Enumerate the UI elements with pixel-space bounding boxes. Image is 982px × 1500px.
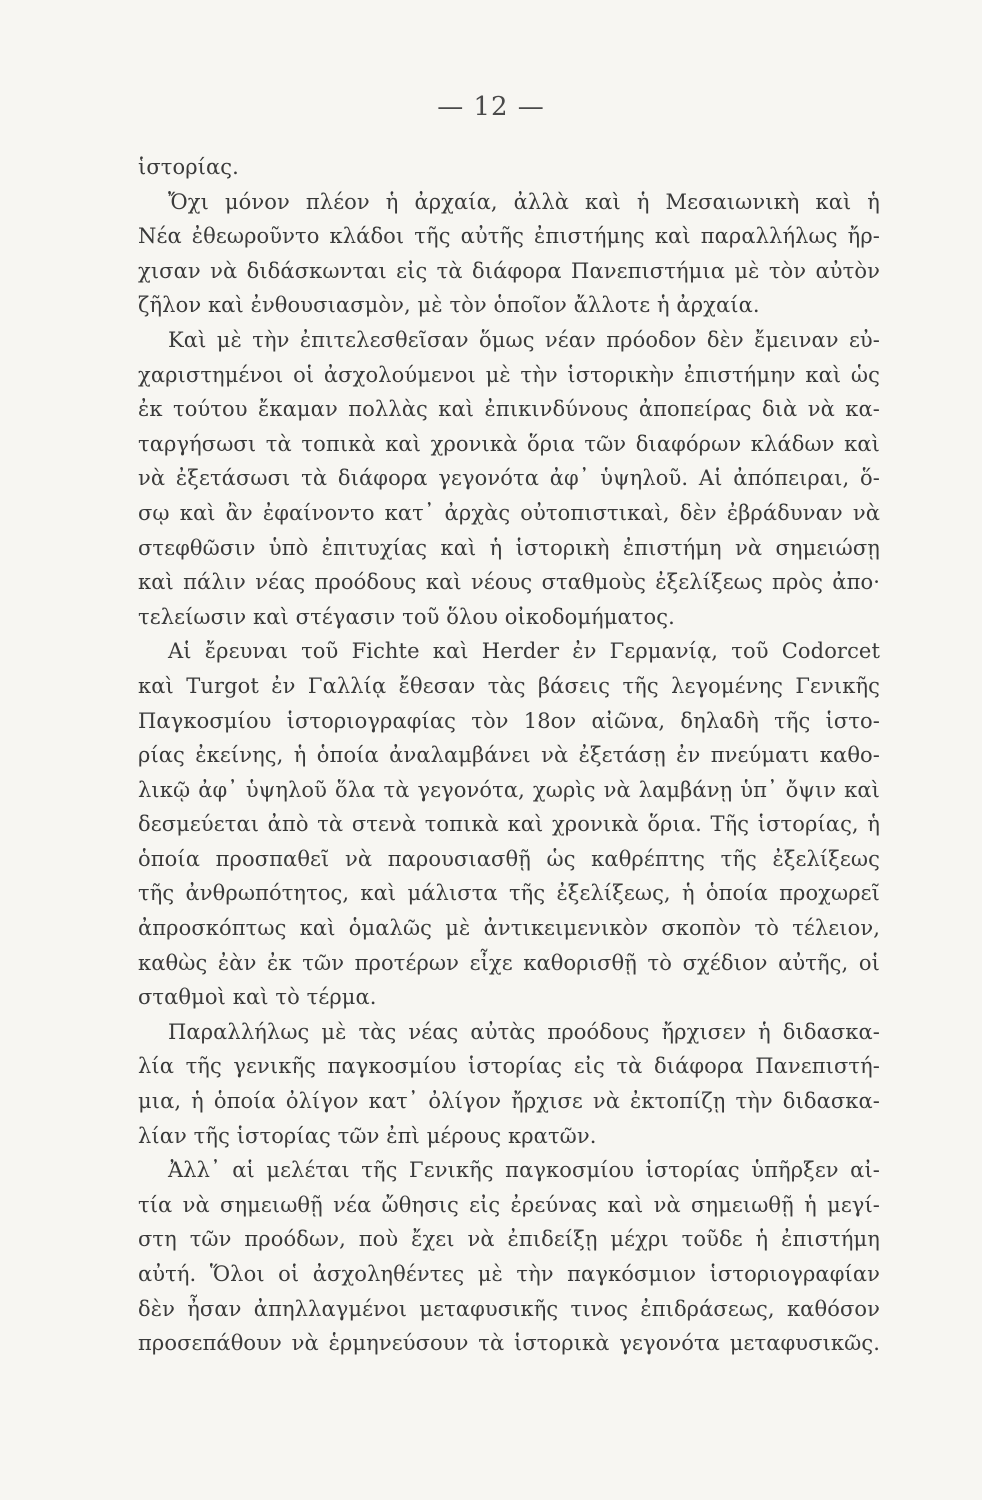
text-line: καθὼς ἐὰν ἐκ τῶν προτέρων εἶχε καθορισθῇ τὸ σχέδιον αὐτῆς, οἱ — [138, 950, 880, 975]
text-line: ἱστορίας. — [138, 155, 239, 179]
text-line: προσεπάθουν νὰ ἑρμηνεύσουν τὰ ἱστορικὰ γεγονότα μεταφυσικῶς. — [138, 1331, 880, 1356]
text-line: καὶ πάλιν νέας προόδους καὶ νέους σταθμοὺς ἐξελίξεως πρὸς ἀπο· — [138, 570, 880, 595]
text-line: ἐκ τούτου ἔκαμαν πολλὰς καὶ ἐπικινδύνους ἀποπείρας διὰ νὰ κα- — [138, 397, 880, 422]
text-line: ζῆλον καὶ ἐνθουσιασμὸν, μὲ τὸν ὁποῖον ἄλλοτε ἡ ἀρχαία. — [138, 293, 760, 318]
text-line: ὁποία προσπαθεῖ νὰ παρουσιασθῇ ὡς καθρέπτης τῆς ἐξελίξεως — [138, 846, 880, 871]
body-text — [138, 150, 880, 1361]
page-number: — 12 — — [437, 92, 545, 122]
text-line: δεσμεύεται ἀπὸ τὰ στενὰ τοπικὰ καὶ χρονικὰ ὅρια. Τῆς ἱστορίας, ἡ — [138, 812, 880, 837]
text-line: Καὶ μὲ τὴν ἐπιτελεσθεῖσαν ὅμως νέαν πρόοδον δὲν ἔμειναν εὐ- — [168, 327, 880, 352]
text-line: Ὄχι μόνον πλέον ἡ ἀρχαία, ἀλλὰ καὶ ἡ Μεσαιωνικὴ καὶ ἡ — [168, 189, 880, 214]
text-line: δὲν ἦσαν ἀπηλλαγμένοι μεταφυσικῆς τινος ἐπιδράσεως, καθόσον — [138, 1296, 880, 1321]
text-line: λία τῆς γενικῆς παγκοσμίου ἱστορίας εἰς τὰ διάφορα Πανεπιστή- — [138, 1054, 880, 1079]
text-line: Παγκοσμίου ἱστοριογραφίας τὸν 18ον αἰῶνα, δηλαδὴ τῆς ἱστο- — [138, 708, 880, 733]
text-line: Ἀλλ᾽ αἱ μελέται τῆς Γενικῆς παγκοσμίου ἱστορίας ὑπῆρξεν αἰ- — [168, 1158, 880, 1183]
text-line: Νέα ἐθεωροῦντο κλάδοι τῆς αὐτῆς ἐπιστήμης καὶ παραλλήλως ἤρ- — [138, 224, 880, 249]
text-line: σῳ καὶ ἂν ἐφαίνοντο κατ᾽ ἀρχὰς οὐτοπιστικαὶ, δὲν ἐβράδυναν νὰ — [138, 500, 880, 525]
text-line: νὰ ἐξετάσωσι τὰ διάφορα γεγονότα ἀφ᾽ ὑψηλοῦ. Αἱ ἀπόπειραι, ὅ- — [138, 466, 880, 491]
text-line: λίαν τῆς ἱστορίας τῶν ἐπὶ μέρους κρατῶν. — [138, 1123, 597, 1148]
text-line: ἀπροσκόπτως καὶ ὁμαλῶς μὲ ἀντικειμενικὸν σκοπὸν τὸ τέλειον, — [138, 916, 880, 941]
text-line: ρίας ἐκείνης, ἡ ὁποία ἀναλαμβάνει νὰ ἐξετάσῃ ἐν πνεύματι καθο- — [138, 743, 880, 768]
text-line: χαριστημένοι οἱ ἀσχολούμενοι μὲ τὴν ἱστορικὴν ἐπιστήμην καὶ ὡς — [138, 362, 880, 387]
text-line: σταθμοὶ καὶ τὸ τέρμα. — [138, 985, 377, 1010]
text-line: Αἱ ἔρευναι τοῦ Fichte καὶ Herder ἐν Γερμανίᾳ, τοῦ Codorcet — [168, 639, 880, 664]
text-line: τελείωσιν καὶ στέγασιν τοῦ ὅλου οἰκοδομήματος. — [138, 604, 675, 629]
text-line: αὐτή. Ὅλοι οἱ ἀσχοληθέντες μὲ τὴν παγκόσμιον ἱστοριογραφίαν — [138, 1262, 880, 1286]
text-line: Παραλλήλως μὲ τὰς νέας αὐτὰς προόδους ἤρχισεν ἡ διδασκα- — [168, 1019, 880, 1044]
text-line: στη τῶν προόδων, ποὺ ἔχει νὰ ἐπιδείξῃ μέχρι τοῦδε ἡ ἐπιστήμη — [138, 1227, 880, 1252]
text-line: στεφθῶσιν ὑπὸ ἐπιτυχίας καὶ ἡ ἱστορικὴ ἐπιστήμη νὰ σημειώσῃ — [138, 535, 880, 560]
text-line: μια, ἡ ὁποία ὀλίγον κατ᾽ ὀλίγον ἤρχισε νὰ ἐκτοπίζῃ τὴν διδασκα- — [138, 1089, 880, 1114]
text-line: χισαν νὰ διδάσκωνται εἰς τὰ διάφορα Πανεπιστήμια μὲ τὸν αὐτὸν — [138, 258, 880, 283]
text-line: λικῷ ἀφ᾽ ὑψηλοῦ ὅλα τὰ γεγονότα, χωρὶς νὰ λαμβάνῃ ὑπ᾽ ὄψιν καὶ — [138, 777, 880, 802]
text-line: τία νὰ σημειωθῇ νέα ὤθησις εἰς ἐρεύνας καὶ νὰ σημειωθῇ ἡ μεγί- — [138, 1192, 880, 1217]
text-line: καὶ Turgot ἐν Γαλλίᾳ ἔθεσαν τὰς βάσεις τῆς λεγομένης Γενικῆς — [138, 673, 880, 698]
text-line: τῆς ἀνθρωπότητος, καὶ μάλιστα τῆς ἐξελίξεως, ἡ ὁποία προχωρεῖ — [138, 881, 880, 906]
text-line: ταργήσωσι τὰ τοπικὰ καὶ χρονικὰ ὅρια τῶν διαφόρων κλάδων καὶ — [138, 431, 880, 456]
